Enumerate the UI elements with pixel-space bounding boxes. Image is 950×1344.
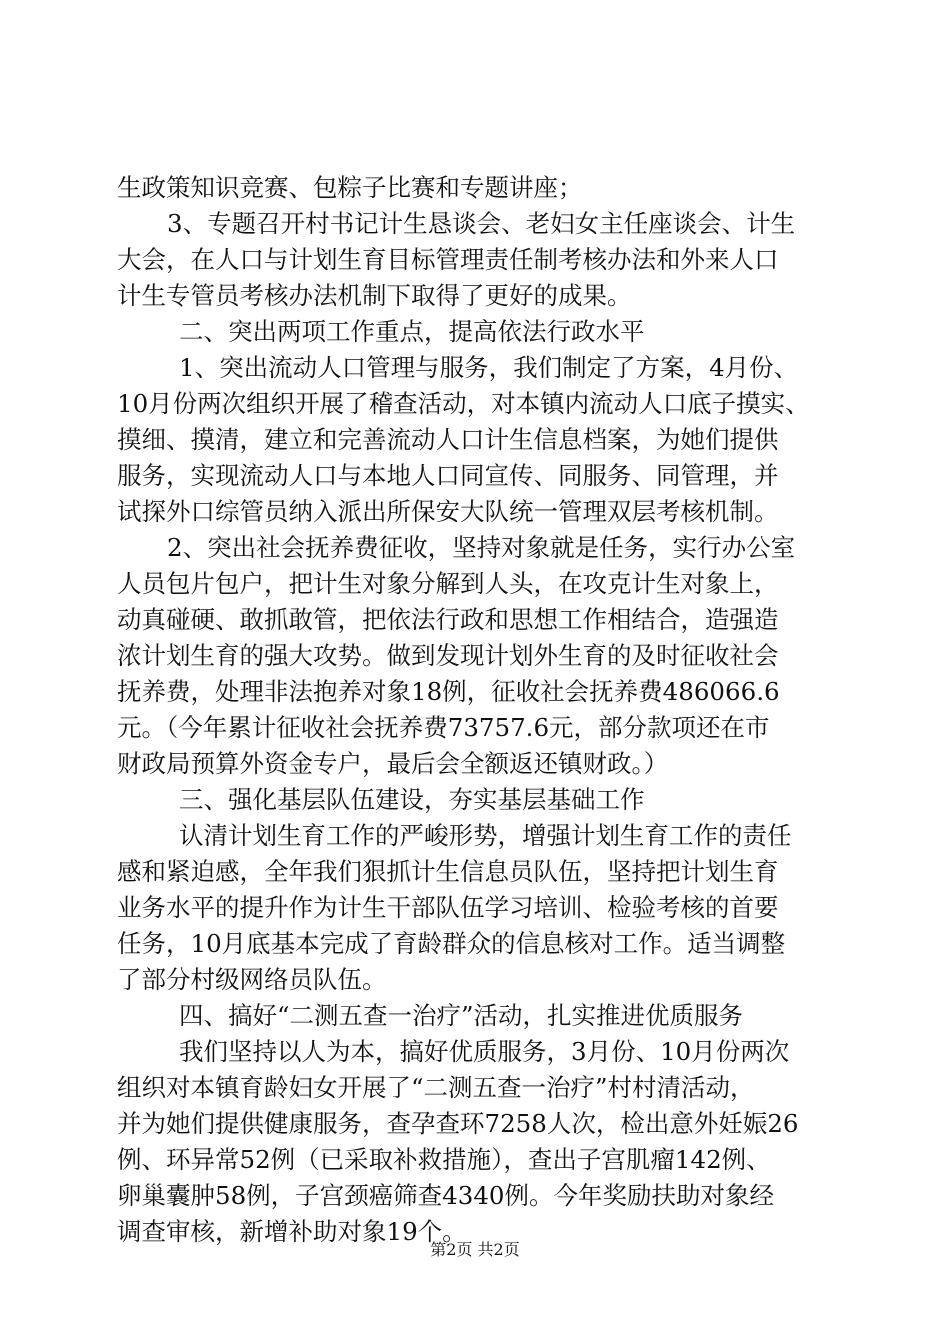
document-line: 计生专管员考核办法机制下取得了更好的成果。 — [117, 281, 632, 310]
document-line: 我们坚持以人为本，搞好优质服务，3月份、10月份两次 — [179, 1037, 790, 1066]
document-line: 业务水平的提升作为计生干部队伍学习培训、检验考核的首要 — [117, 893, 779, 922]
document-line: 了部分村级网络员队伍。 — [117, 965, 387, 994]
document-body — [117, 170, 837, 1250]
document-line: 10月份两次组织开展了稽查活动，对本镇内流动人口底子摸实、 — [117, 389, 810, 418]
document-line: 三、强化基层队伍建设，夯实基层基础工作 — [179, 785, 645, 814]
document-line: 财政局预算外资金专户，最后会全额返还镇财政。） — [117, 749, 669, 778]
document-line: 试探外口综管员纳入派出所保安大队统一管理双层考核机制。 — [117, 497, 779, 526]
document-line: 2、突出社会抚养费征收，坚持对象就是任务，实行办公室 — [167, 533, 796, 562]
page-footer: 第2页 共2页 — [430, 1240, 520, 1259]
document-line: 1、突出流动人口管理与服务，我们制定了方案，4月份、 — [179, 353, 799, 382]
document-line: 抚养费，处理非法抱养对象18例，征收社会抚养费486066.6 — [117, 677, 780, 706]
document-line: 调查审核，新增补助对象19个。 — [117, 1217, 467, 1246]
document-line: 生政策知识竞赛、包粽子比赛和专题讲座； — [117, 173, 583, 202]
document-line: 感和紧迫感，全年我们狠抓计生信息员队伍，坚持把计划生育 — [117, 857, 779, 886]
document-line: 摸细、摸清，建立和完善流动人口计生信息档案，为她们提供 — [117, 425, 779, 454]
document-line: 组织对本镇育龄妇女开展了“二测五查一治疗”村村清活动， — [117, 1073, 755, 1102]
document-line: 元。（今年累计征收社会抚养费73757.6元，部分款项还在市 — [117, 713, 770, 742]
document-line: 任务，10月底基本完成了育龄群众的信息核对工作。适当调整 — [117, 929, 786, 958]
document-line: 二、突出两项工作重点，提高依法行政水平 — [179, 317, 645, 346]
document-line: 卵巢囊肿58例，子宫颈癌筛查4340例。今年奖励扶助对象经 — [117, 1181, 775, 1210]
document-line: 浓计划生育的强大攻势。做到发现计划外生育的及时征收社会 — [117, 641, 779, 670]
document-line: 例、环异常52例（已采取补救措施），查出子宫肌瘤142例、 — [117, 1145, 771, 1174]
document-line: 动真碰硬、敢抓敢管，把依法行政和思想工作相结合，造强造 — [117, 605, 779, 634]
document-line: 认清计划生育工作的严峻形势，增强计划生育工作的责任 — [179, 821, 792, 850]
document-line: 大会，在人口与计划生育目标管理责任制考核办法和外来人口 — [117, 245, 779, 274]
document-line: 四、搞好“二测五查一治疗”活动，扎实推进优质服务 — [179, 1001, 744, 1030]
document-line: 服务，实现流动人口与本地人口同宣传、同服务、同管理，并 — [117, 461, 779, 490]
document-line: 3、专题召开村书记计生恳谈会、老妇女主任座谈会、计生 — [167, 209, 796, 238]
document-line: 并为她们提供健康服务，查孕查环7258人次，检出意外妊娠26 — [117, 1109, 799, 1138]
document-line: 人员包片包户，把计生对象分解到人头，在攻克计生对象上， — [117, 569, 779, 598]
